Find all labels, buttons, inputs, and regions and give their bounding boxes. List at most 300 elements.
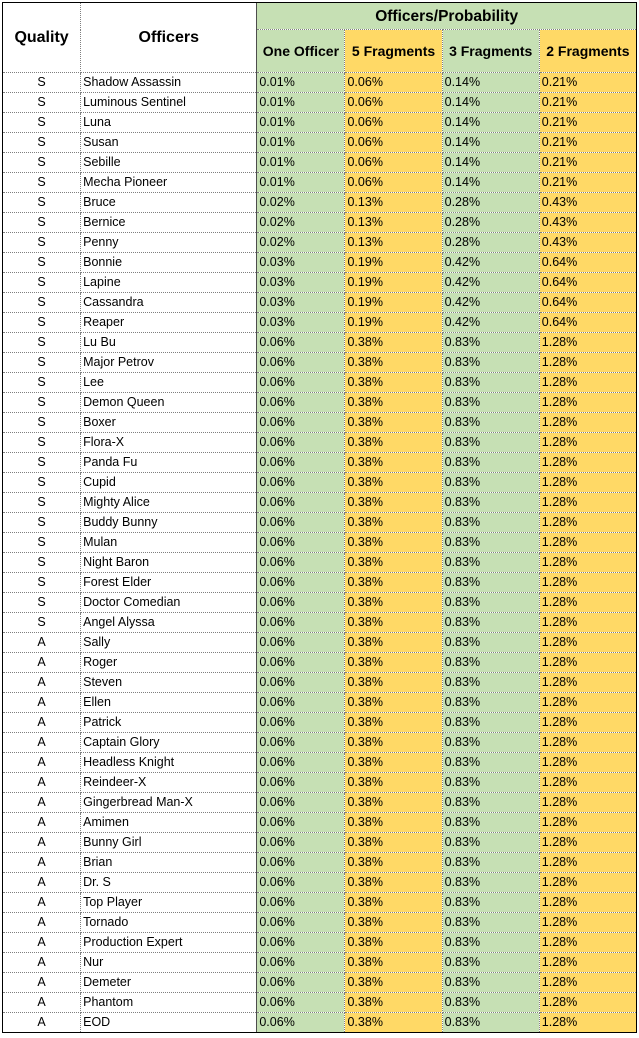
quality-cell: A <box>3 673 81 693</box>
officer-name-cell: Steven <box>81 673 257 693</box>
three-fragments-cell: 0.14% <box>442 133 539 153</box>
one-officer-cell: 0.01% <box>257 133 345 153</box>
quality-cell: A <box>3 953 81 973</box>
officer-name-cell: Angel Alyssa <box>81 613 257 633</box>
quality-cell: S <box>3 193 81 213</box>
five-fragments-cell: 0.38% <box>345 993 442 1013</box>
three-fragments-cell: 0.83% <box>442 453 539 473</box>
one-officer-cell: 0.06% <box>257 873 345 893</box>
header-2-fragments: 2 Fragments <box>539 30 636 73</box>
table-row <box>3 113 637 133</box>
five-fragments-cell: 0.38% <box>345 553 442 573</box>
officer-name-cell: Luna <box>81 113 257 133</box>
table-row <box>3 893 637 913</box>
one-officer-cell: 0.03% <box>257 313 345 333</box>
two-fragments-cell: 1.28% <box>539 613 636 633</box>
officer-name-cell: Night Baron <box>81 553 257 573</box>
table-row <box>3 693 637 713</box>
three-fragments-cell: 0.83% <box>442 353 539 373</box>
quality-cell: S <box>3 453 81 473</box>
officer-name-cell: Patrick <box>81 713 257 733</box>
table-row <box>3 73 637 93</box>
officer-name-cell: Reaper <box>81 313 257 333</box>
table-row <box>3 733 637 753</box>
one-officer-cell: 0.06% <box>257 773 345 793</box>
quality-cell: S <box>3 213 81 233</box>
five-fragments-cell: 0.38% <box>345 913 442 933</box>
header-officers: Officers <box>81 3 257 73</box>
five-fragments-cell: 0.38% <box>345 973 442 993</box>
quality-cell: S <box>3 473 81 493</box>
one-officer-cell: 0.02% <box>257 213 345 233</box>
two-fragments-cell: 1.28% <box>539 633 636 653</box>
three-fragments-cell: 0.83% <box>442 793 539 813</box>
two-fragments-cell: 0.21% <box>539 93 636 113</box>
officer-name-cell: Headless Knight <box>81 753 257 773</box>
five-fragments-cell: 0.38% <box>345 853 442 873</box>
table-row <box>3 193 637 213</box>
one-officer-cell: 0.01% <box>257 93 345 113</box>
five-fragments-cell: 0.38% <box>345 733 442 753</box>
table-row <box>3 553 637 573</box>
three-fragments-cell: 0.83% <box>442 653 539 673</box>
five-fragments-cell: 0.06% <box>345 113 442 133</box>
one-officer-cell: 0.06% <box>257 793 345 813</box>
three-fragments-cell: 0.83% <box>442 673 539 693</box>
one-officer-cell: 0.02% <box>257 193 345 213</box>
five-fragments-cell: 0.38% <box>345 873 442 893</box>
quality-cell: A <box>3 973 81 993</box>
table-row <box>3 513 637 533</box>
quality-cell: A <box>3 753 81 773</box>
quality-cell: S <box>3 293 81 313</box>
one-officer-cell: 0.06% <box>257 373 345 393</box>
five-fragments-cell: 0.19% <box>345 313 442 333</box>
five-fragments-cell: 0.38% <box>345 933 442 953</box>
quality-cell: S <box>3 133 81 153</box>
one-officer-cell: 0.06% <box>257 333 345 353</box>
three-fragments-cell: 0.14% <box>442 93 539 113</box>
one-officer-cell: 0.06% <box>257 933 345 953</box>
quality-cell: S <box>3 73 81 93</box>
two-fragments-cell: 1.28% <box>539 433 636 453</box>
one-officer-cell: 0.02% <box>257 233 345 253</box>
one-officer-cell: 0.06% <box>257 573 345 593</box>
two-fragments-cell: 0.43% <box>539 233 636 253</box>
quality-cell: S <box>3 93 81 113</box>
table-row <box>3 793 637 813</box>
one-officer-cell: 0.01% <box>257 113 345 133</box>
two-fragments-cell: 0.64% <box>539 313 636 333</box>
quality-cell: A <box>3 633 81 653</box>
one-officer-cell: 0.06% <box>257 533 345 553</box>
two-fragments-cell: 0.21% <box>539 113 636 133</box>
two-fragments-cell: 1.28% <box>539 693 636 713</box>
two-fragments-cell: 1.28% <box>539 833 636 853</box>
quality-cell: S <box>3 553 81 573</box>
two-fragments-cell: 1.28% <box>539 673 636 693</box>
five-fragments-cell: 0.13% <box>345 213 442 233</box>
quality-cell: S <box>3 313 81 333</box>
two-fragments-cell: 1.28% <box>539 353 636 373</box>
one-officer-cell: 0.06% <box>257 553 345 573</box>
three-fragments-cell: 0.83% <box>442 1013 539 1033</box>
one-officer-cell: 0.06% <box>257 833 345 853</box>
two-fragments-cell: 0.43% <box>539 213 636 233</box>
two-fragments-cell: 1.28% <box>539 873 636 893</box>
table-row <box>3 753 637 773</box>
five-fragments-cell: 0.19% <box>345 253 442 273</box>
two-fragments-cell: 0.64% <box>539 293 636 313</box>
three-fragments-cell: 0.42% <box>442 273 539 293</box>
table-row <box>3 433 637 453</box>
five-fragments-cell: 0.38% <box>345 953 442 973</box>
two-fragments-cell: 1.28% <box>539 813 636 833</box>
one-officer-cell: 0.06% <box>257 913 345 933</box>
header-officers-probability: Officers/Probability <box>257 3 637 30</box>
three-fragments-cell: 0.83% <box>442 493 539 513</box>
one-officer-cell: 0.06% <box>257 413 345 433</box>
quality-cell: A <box>3 713 81 733</box>
officer-name-cell: Nur <box>81 953 257 973</box>
officer-name-cell: Brian <box>81 853 257 873</box>
table-row <box>3 233 637 253</box>
one-officer-cell: 0.06% <box>257 653 345 673</box>
one-officer-cell: 0.06% <box>257 693 345 713</box>
quality-cell: S <box>3 513 81 533</box>
two-fragments-cell: 1.28% <box>539 593 636 613</box>
five-fragments-cell: 0.38% <box>345 773 442 793</box>
five-fragments-cell: 0.19% <box>345 293 442 313</box>
five-fragments-cell: 0.38% <box>345 453 442 473</box>
quality-cell: S <box>3 113 81 133</box>
one-officer-cell: 0.06% <box>257 613 345 633</box>
table-row <box>3 473 637 493</box>
two-fragments-cell: 0.21% <box>539 73 636 93</box>
five-fragments-cell: 0.38% <box>345 1013 442 1033</box>
officer-name-cell: Boxer <box>81 413 257 433</box>
quality-cell: S <box>3 593 81 613</box>
table-row <box>3 213 637 233</box>
two-fragments-cell: 1.28% <box>539 893 636 913</box>
one-officer-cell: 0.06% <box>257 633 345 653</box>
five-fragments-cell: 0.38% <box>345 713 442 733</box>
five-fragments-cell: 0.38% <box>345 533 442 553</box>
quality-cell: S <box>3 413 81 433</box>
five-fragments-cell: 0.38% <box>345 573 442 593</box>
quality-cell: A <box>3 1013 81 1033</box>
officer-name-cell: Gingerbread Man-X <box>81 793 257 813</box>
one-officer-cell: 0.06% <box>257 673 345 693</box>
table-row <box>3 613 637 633</box>
table-row <box>3 913 637 933</box>
two-fragments-cell: 0.21% <box>539 173 636 193</box>
three-fragments-cell: 0.83% <box>442 873 539 893</box>
three-fragments-cell: 0.83% <box>442 473 539 493</box>
one-officer-cell: 0.06% <box>257 473 345 493</box>
table-row <box>3 573 637 593</box>
table-row <box>3 173 637 193</box>
quality-cell: A <box>3 813 81 833</box>
officer-probability-table <box>2 2 637 1033</box>
three-fragments-cell: 0.28% <box>442 193 539 213</box>
two-fragments-cell: 1.28% <box>539 773 636 793</box>
five-fragments-cell: 0.06% <box>345 133 442 153</box>
table-row <box>3 493 637 513</box>
quality-cell: S <box>3 173 81 193</box>
five-fragments-cell: 0.38% <box>345 813 442 833</box>
five-fragments-cell: 0.06% <box>345 93 442 113</box>
two-fragments-cell: 0.64% <box>539 253 636 273</box>
quality-cell: A <box>3 693 81 713</box>
two-fragments-cell: 1.28% <box>539 713 636 733</box>
two-fragments-cell: 1.28% <box>539 853 636 873</box>
three-fragments-cell: 0.83% <box>442 893 539 913</box>
one-officer-cell: 0.06% <box>257 893 345 913</box>
table-row <box>3 253 637 273</box>
table-row <box>3 973 637 993</box>
quality-cell: A <box>3 733 81 753</box>
one-officer-cell: 0.06% <box>257 433 345 453</box>
two-fragments-cell: 1.28% <box>539 973 636 993</box>
table-row <box>3 713 637 733</box>
three-fragments-cell: 0.28% <box>442 213 539 233</box>
five-fragments-cell: 0.38% <box>345 653 442 673</box>
officer-name-cell: Luminous Sentinel <box>81 93 257 113</box>
officer-name-cell: Reindeer-X <box>81 773 257 793</box>
officer-name-cell: Susan <box>81 133 257 153</box>
table-row <box>3 773 637 793</box>
three-fragments-cell: 0.83% <box>442 953 539 973</box>
one-officer-cell: 0.01% <box>257 173 345 193</box>
table-row <box>3 273 637 293</box>
quality-cell: A <box>3 893 81 913</box>
three-fragments-cell: 0.83% <box>442 693 539 713</box>
quality-cell: A <box>3 793 81 813</box>
officer-name-cell: Sebille <box>81 153 257 173</box>
three-fragments-cell: 0.83% <box>442 853 539 873</box>
two-fragments-cell: 1.28% <box>539 1013 636 1033</box>
three-fragments-cell: 0.83% <box>442 593 539 613</box>
table-row <box>3 373 637 393</box>
table-row <box>3 933 637 953</box>
two-fragments-cell: 1.28% <box>539 533 636 553</box>
two-fragments-cell: 1.28% <box>539 333 636 353</box>
officer-name-cell: Cupid <box>81 473 257 493</box>
five-fragments-cell: 0.06% <box>345 173 442 193</box>
three-fragments-cell: 0.83% <box>442 813 539 833</box>
officer-name-cell: Mecha Pioneer <box>81 173 257 193</box>
two-fragments-cell: 1.28% <box>539 393 636 413</box>
quality-cell: S <box>3 613 81 633</box>
table-body <box>3 73 637 1033</box>
two-fragments-cell: 1.28% <box>539 953 636 973</box>
header-3-fragments: 3 Fragments <box>442 30 539 73</box>
one-officer-cell: 0.03% <box>257 293 345 313</box>
two-fragments-cell: 0.64% <box>539 273 636 293</box>
quality-cell: S <box>3 333 81 353</box>
quality-cell: A <box>3 873 81 893</box>
five-fragments-cell: 0.38% <box>345 693 442 713</box>
officer-name-cell: Flora-X <box>81 433 257 453</box>
one-officer-cell: 0.01% <box>257 73 345 93</box>
two-fragments-cell: 1.28% <box>539 493 636 513</box>
three-fragments-cell: 0.83% <box>442 733 539 753</box>
five-fragments-cell: 0.38% <box>345 593 442 613</box>
table-row <box>3 633 637 653</box>
five-fragments-cell: 0.38% <box>345 833 442 853</box>
one-officer-cell: 0.06% <box>257 953 345 973</box>
three-fragments-cell: 0.83% <box>442 393 539 413</box>
table-row <box>3 313 637 333</box>
quality-cell: S <box>3 353 81 373</box>
officer-name-cell: Doctor Comedian <box>81 593 257 613</box>
quality-cell: S <box>3 373 81 393</box>
table-row <box>3 653 637 673</box>
quality-cell: S <box>3 273 81 293</box>
five-fragments-cell: 0.38% <box>345 353 442 373</box>
officer-name-cell: Panda Fu <box>81 453 257 473</box>
officer-name-cell: Production Expert <box>81 933 257 953</box>
three-fragments-cell: 0.83% <box>442 513 539 533</box>
three-fragments-cell: 0.14% <box>442 173 539 193</box>
two-fragments-cell: 0.21% <box>539 153 636 173</box>
officer-name-cell: Cassandra <box>81 293 257 313</box>
five-fragments-cell: 0.38% <box>345 753 442 773</box>
officer-name-cell: Demeter <box>81 973 257 993</box>
three-fragments-cell: 0.83% <box>442 413 539 433</box>
header-5-fragments: 5 Fragments <box>345 30 442 73</box>
officer-name-cell: Top Player <box>81 893 257 913</box>
one-officer-cell: 0.01% <box>257 153 345 173</box>
two-fragments-cell: 1.28% <box>539 793 636 813</box>
three-fragments-cell: 0.83% <box>442 993 539 1013</box>
table-row <box>3 533 637 553</box>
one-officer-cell: 0.06% <box>257 493 345 513</box>
two-fragments-cell: 1.28% <box>539 373 636 393</box>
officer-name-cell: Dr. S <box>81 873 257 893</box>
three-fragments-cell: 0.28% <box>442 233 539 253</box>
one-officer-cell: 0.06% <box>257 453 345 473</box>
officer-name-cell: Lapine <box>81 273 257 293</box>
one-officer-cell: 0.06% <box>257 973 345 993</box>
five-fragments-cell: 0.38% <box>345 373 442 393</box>
three-fragments-cell: 0.42% <box>442 313 539 333</box>
quality-cell: S <box>3 433 81 453</box>
table-row <box>3 593 637 613</box>
two-fragments-cell: 0.43% <box>539 193 636 213</box>
officer-name-cell: Bunny Girl <box>81 833 257 853</box>
one-officer-cell: 0.06% <box>257 513 345 533</box>
officer-name-cell: Lee <box>81 373 257 393</box>
one-officer-cell: 0.06% <box>257 733 345 753</box>
one-officer-cell: 0.06% <box>257 853 345 873</box>
table-row <box>3 93 637 113</box>
three-fragments-cell: 0.83% <box>442 933 539 953</box>
table-row <box>3 453 637 473</box>
five-fragments-cell: 0.38% <box>345 473 442 493</box>
three-fragments-cell: 0.83% <box>442 333 539 353</box>
two-fragments-cell: 1.28% <box>539 513 636 533</box>
officer-name-cell: Tornado <box>81 913 257 933</box>
one-officer-cell: 0.03% <box>257 253 345 273</box>
officer-name-cell: Major Petrov <box>81 353 257 373</box>
three-fragments-cell: 0.14% <box>442 153 539 173</box>
one-officer-cell: 0.06% <box>257 353 345 373</box>
officer-name-cell: Mighty Alice <box>81 493 257 513</box>
three-fragments-cell: 0.83% <box>442 533 539 553</box>
five-fragments-cell: 0.38% <box>345 633 442 653</box>
quality-cell: S <box>3 573 81 593</box>
officer-name-cell: Lu Bu <box>81 333 257 353</box>
officer-name-cell: Amimen <box>81 813 257 833</box>
quality-cell: S <box>3 253 81 273</box>
three-fragments-cell: 0.83% <box>442 833 539 853</box>
five-fragments-cell: 0.38% <box>345 413 442 433</box>
table-row <box>3 1013 637 1033</box>
three-fragments-cell: 0.83% <box>442 553 539 573</box>
officer-name-cell: Forest Elder <box>81 573 257 593</box>
three-fragments-cell: 0.14% <box>442 73 539 93</box>
table-row <box>3 353 637 373</box>
two-fragments-cell: 1.28% <box>539 753 636 773</box>
table-row <box>3 813 637 833</box>
table-row <box>3 153 637 173</box>
three-fragments-cell: 0.83% <box>442 773 539 793</box>
five-fragments-cell: 0.19% <box>345 273 442 293</box>
five-fragments-cell: 0.13% <box>345 193 442 213</box>
officer-name-cell: Mulan <box>81 533 257 553</box>
three-fragments-cell: 0.42% <box>442 293 539 313</box>
officer-name-cell: Demon Queen <box>81 393 257 413</box>
one-officer-cell: 0.06% <box>257 813 345 833</box>
officer-name-cell: Ellen <box>81 693 257 713</box>
five-fragments-cell: 0.13% <box>345 233 442 253</box>
two-fragments-cell: 1.28% <box>539 653 636 673</box>
two-fragments-cell: 1.28% <box>539 413 636 433</box>
five-fragments-cell: 0.38% <box>345 513 442 533</box>
one-officer-cell: 0.06% <box>257 1013 345 1033</box>
officer-name-cell: Penny <box>81 233 257 253</box>
quality-cell: A <box>3 933 81 953</box>
three-fragments-cell: 0.83% <box>442 573 539 593</box>
table-row <box>3 993 637 1013</box>
three-fragments-cell: 0.14% <box>442 113 539 133</box>
table-row <box>3 833 637 853</box>
table-row <box>3 673 637 693</box>
five-fragments-cell: 0.38% <box>345 613 442 633</box>
officer-name-cell: EOD <box>81 1013 257 1033</box>
table-row <box>3 873 637 893</box>
two-fragments-cell: 1.28% <box>539 733 636 753</box>
one-officer-cell: 0.03% <box>257 273 345 293</box>
three-fragments-cell: 0.83% <box>442 633 539 653</box>
table-row <box>3 293 637 313</box>
officer-name-cell: Phantom <box>81 993 257 1013</box>
three-fragments-cell: 0.83% <box>442 753 539 773</box>
quality-cell: S <box>3 493 81 513</box>
officer-name-cell: Buddy Bunny <box>81 513 257 533</box>
one-officer-cell: 0.06% <box>257 753 345 773</box>
two-fragments-cell: 1.28% <box>539 573 636 593</box>
officer-name-cell: Bruce <box>81 193 257 213</box>
table-row <box>3 853 637 873</box>
two-fragments-cell: 1.28% <box>539 453 636 473</box>
two-fragments-cell: 1.28% <box>539 913 636 933</box>
three-fragments-cell: 0.83% <box>442 433 539 453</box>
two-fragments-cell: 0.21% <box>539 133 636 153</box>
one-officer-cell: 0.06% <box>257 993 345 1013</box>
